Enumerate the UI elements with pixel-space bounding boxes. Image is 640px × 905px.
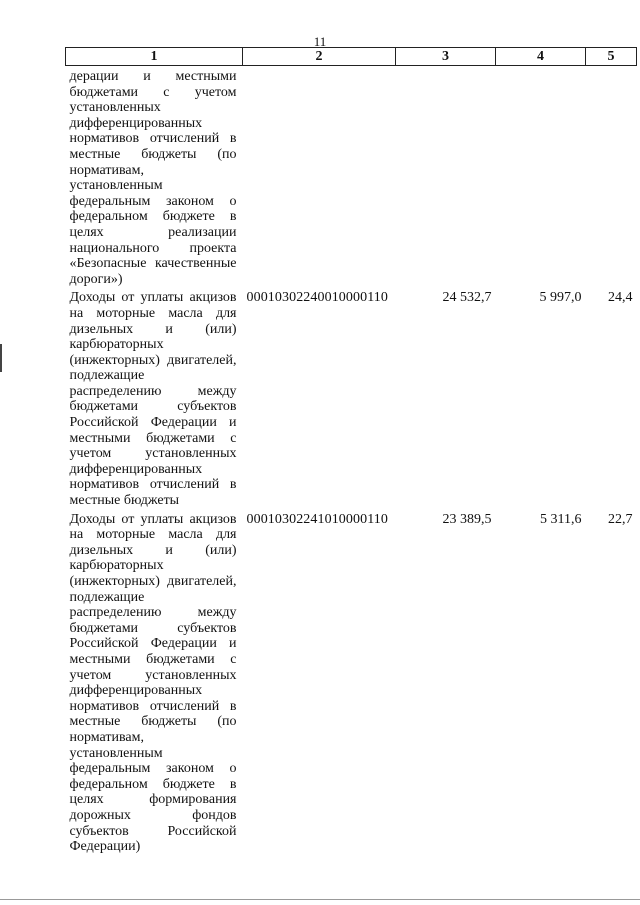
column-header-4: 4 xyxy=(496,48,586,66)
row-code xyxy=(243,66,396,288)
row-value-col3 xyxy=(396,66,496,288)
table-row xyxy=(66,66,637,288)
row-description: Доходы от уплаты акцизов на моторные масла для дизельных и (или) карбюраторных (инжекторных) двигателей, подлежащие распределению между бюджетами субъектов Российской Федерации и местными бюджетами с учетом установленных дифференцированных нормативов отчислений в местные бюджеты xyxy=(69,290,237,509)
row-value-col5: 24,4 xyxy=(608,290,633,306)
table-row xyxy=(66,509,637,855)
document-sheet xyxy=(65,47,636,855)
row-code: 00010302240010000110 xyxy=(246,290,388,306)
budget-table xyxy=(65,47,637,855)
row-description: дерации и местными бюджетами с учетом установленных дифференцированных нормативов отчислений в местные бюджеты (по нормативам, установленным федеральным законом о федеральном бюджете в целях реализации национального проекта «Безопасные качественные дороги») xyxy=(69,69,237,287)
row-value-col4 xyxy=(496,66,586,288)
column-header-5: 5 xyxy=(586,48,637,66)
page-bottom-edge xyxy=(0,899,640,900)
scan-margin-mark xyxy=(0,344,2,372)
row-code: 00010302241010000110 xyxy=(246,511,388,527)
column-header-3: 3 xyxy=(396,48,496,66)
row-value-col5: 22,7 xyxy=(608,511,633,527)
row-value-col4: 5 997,0 xyxy=(539,290,582,306)
row-value-col5 xyxy=(586,66,637,288)
row-description: Доходы от уплаты акцизов на моторные масла для дизельных и (или) карбюраторных (инжекторных) двигателей, подлежащие распределению между бюджетами субъектов Российской Федерации и местными бюджетами с учетом установленных дифференцированных нормативов отчислений в местные бюджеты (по нормативам, установленным федеральным законом о федеральном бюджете в целях формирования дорожных фондов субъектов Российской Федерации) xyxy=(69,511,237,855)
table-row xyxy=(66,287,637,508)
row-value-col3: 23 389,5 xyxy=(442,511,492,527)
row-value-col3: 24 532,7 xyxy=(442,290,492,306)
header-row xyxy=(66,48,637,66)
column-header-2: 2 xyxy=(243,48,396,66)
table-header xyxy=(66,48,637,66)
page-number: 11 xyxy=(313,34,327,49)
column-header-1: 1 xyxy=(66,48,243,66)
row-value-col4: 5 311,6 xyxy=(540,511,582,527)
table-body xyxy=(66,66,637,855)
